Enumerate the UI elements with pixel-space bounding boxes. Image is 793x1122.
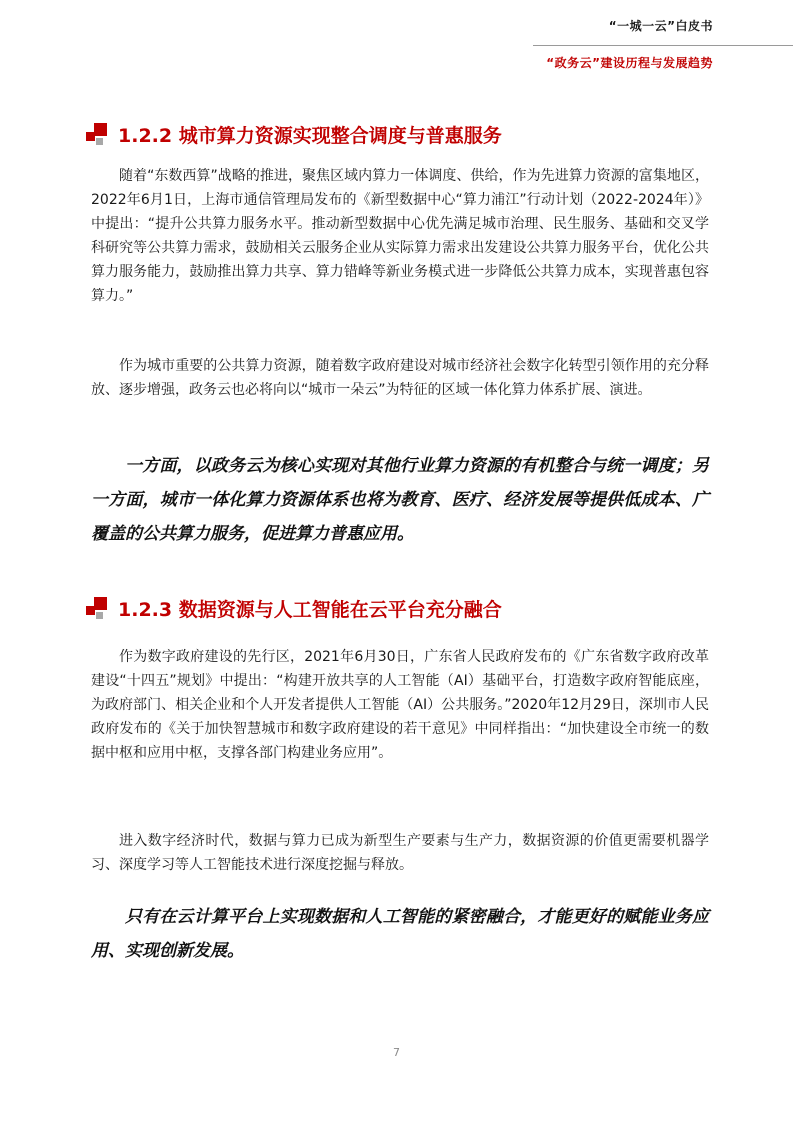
header-rule bbox=[533, 45, 793, 46]
section-heading-1-2-2 bbox=[86, 120, 502, 148]
emphasis-paragraph: 只有在云计算平台上实现数据和人工智能的紧密融合，才能更好的赋能业务应用、实现创新发展。 bbox=[91, 907, 709, 961]
paragraph: 作为城市重要的公共算力资源，随着数字政府建设对城市经济社会数字化转型引领作用的充分释放、逐步增强，政务云也必将向以“城市一朵云”为特征的区域一体化算力体系扩展、演进。 bbox=[91, 358, 709, 398]
section-heading-1-2-3 bbox=[86, 594, 502, 622]
paragraph: 作为数字政府建设的先行区，2021年6月30日，广东省人民政府发布的《广东省数字政府改革建设“十四五”规划》中提出：“构建开放共享的人工智能（AI）基础平台，打造数字政府智能底座，为政府部门、相关企业和个人开发者提供人工智能（AI）公共服务。”2020年12月29日，深圳市人民政府发布的《关于加快智慧城市和数字政府建设的若干意见》中同样指出：“加快建设全市统一的数据中枢和应用中枢，支撑各部门构建业务应用”。 bbox=[91, 649, 709, 761]
page-number: 7 bbox=[393, 1046, 400, 1059]
header-title: “一城一云”白皮书 bbox=[608, 19, 713, 33]
section-heading-text: 1.2.3 数据资源与人工智能在云平台充分融合 bbox=[118, 598, 502, 621]
paragraph: 随着“东数西算”战略的推进，聚焦区域内算力一体调度、供给，作为先进算力资源的富集地区，2022年6月1日，上海市通信管理局发布的《新型数据中心“算力浦江”行动计划（2022-2024年）》中提出：“提升公共算力服务水平。推动新型数据中心优先满足城市治理、民生服务、基础和交叉学科研究等公共算力需求，鼓励相关云服务企业从实际算力需求出发建设公共算力服务平台，优化公共算力服务能力，鼓励推出算力共享、算力错峰等新业务模式进一步降低公共算力成本，实现普惠包容算力。” bbox=[91, 168, 709, 304]
section-heading-text: 1.2.2 城市算力资源实现整合调度与普惠服务 bbox=[118, 124, 502, 147]
header-subtitle: “政务云”建设历程与发展趋势 bbox=[546, 56, 713, 70]
emphasis-paragraph: 一方面，以政务云为核心实现对其他行业算力资源的有机整合与统一调度；另一方面，城市一体化算力资源体系也将为教育、医疗、经济发展等提供低成本、广覆盖的公共算力服务，促进算力普惠应用。 bbox=[91, 456, 709, 544]
paragraph: 进入数字经济时代，数据与算力已成为新型生产要素与生产力，数据资源的价值更需要机器学习、深度学习等人工智能技术进行深度挖掘与释放。 bbox=[91, 833, 709, 873]
square-bullet-icon bbox=[86, 597, 108, 619]
square-bullet-icon bbox=[86, 123, 108, 145]
